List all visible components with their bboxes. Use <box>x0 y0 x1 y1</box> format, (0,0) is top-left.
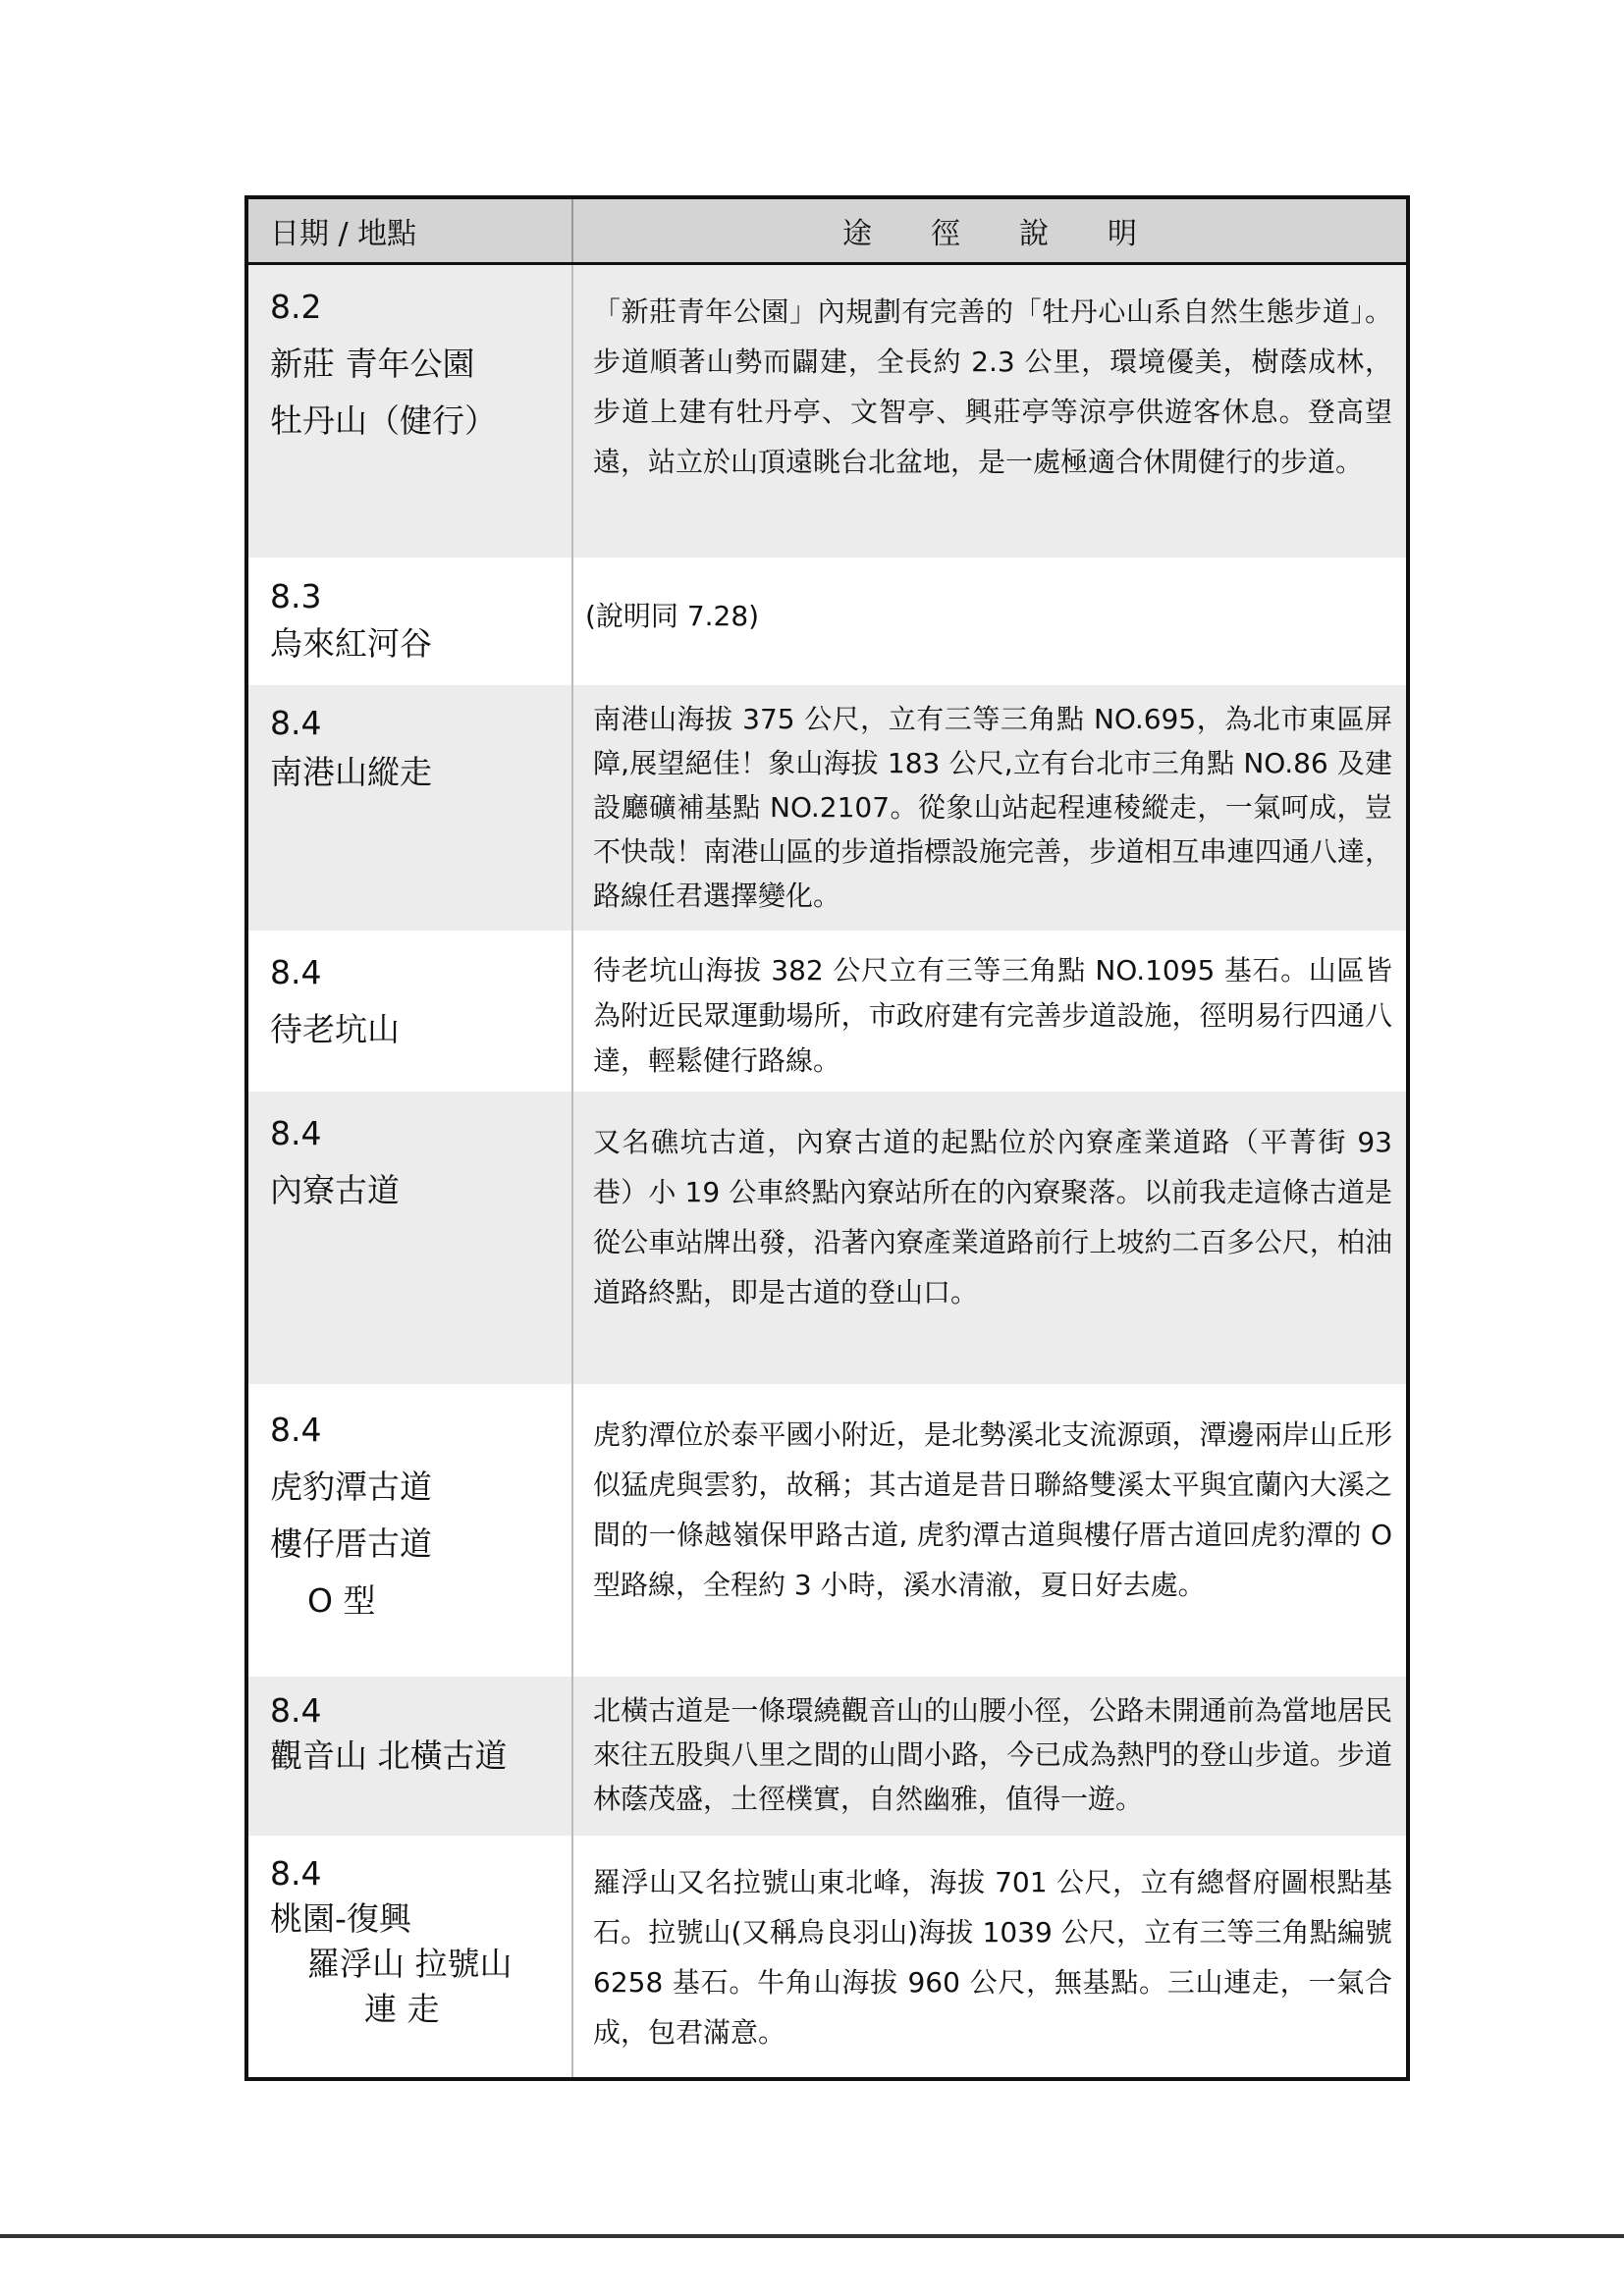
row-place: 南港山縱走 <box>270 753 432 791</box>
row-place: 虎豹潭古道 <box>270 1468 432 1506</box>
row-place: 待老坑山 <box>270 1010 400 1048</box>
row-date: 8.2 <box>270 288 322 326</box>
row-date-place <box>248 1384 573 1677</box>
row-date-place <box>248 265 573 558</box>
row-description: 南港山海拔 375 公尺，立有三等三角點 NO.695，為北市東區屏障,展望絕佳！象山海拔 183 公尺,立有台北市三角點 NO.86 及建設廳礦補基點 NO.2107。從象山站起程連稜縱走，一氣呵成，豈不快哉！南港山區的步道指標設施完善，步道相互串連四通八達，路線任君選擇變化。 <box>593 703 1392 912</box>
header-date-place: 日期 / 地點 <box>248 199 573 262</box>
row-description: 又名礁坑古道，內寮古道的起點位於內寮產業道路（平菁街 93 巷）小 19 公車終點內寮站所在的內寮聚落。以前我走這條古道是從公車站牌出發，沿著內寮產業道路前行上坡約二百多公尺，柏油道路終點，即是古道的登山口。 <box>593 1126 1392 1308</box>
row-description: 虎豹潭位於泰平國小附近，是北勢溪北支流源頭，潭邊兩岸山丘形似猛虎與雲豹，故稱；其古道是昔日聯絡雙溪太平與宜蘭內大溪之間的一條越嶺保甲路古道, 虎豹潭古道與樓仔厝古道回虎豹潭的 O 型路線，全程約 3 小時，溪水清澈，夏日好去處。 <box>593 1418 1392 1601</box>
row-description: 北橫古道是一條環繞觀音山的山腰小徑，公路未開通前為當地居民來往五股與八里之間的山間小路，今已成為熱門的登山步道。步道林蔭茂盛，土徑樸實，自然幽雅，值得一遊。 <box>593 1694 1392 1815</box>
row-date: 8.4 <box>270 1411 322 1449</box>
row-date: 8.4 <box>270 953 322 991</box>
row-date: 8.4 <box>270 1691 322 1730</box>
row-date-place <box>248 931 573 1092</box>
row-description: 「新莊青年公園」內規劃有完善的「牡丹心山系自然生態步道」。步道順著山勢而闢建，全長約 2.3 公里，環境優美，樹蔭成林，步道上建有牡丹亭、文智亭、興莊亭等涼亭供遊客休息。登高望遠，站立於山頂遠眺台北盆地，是一處極適合休閒健行的步道。 <box>593 295 1392 478</box>
table-row <box>248 1836 1406 2077</box>
row-date: 8.3 <box>270 577 322 615</box>
footer-rule <box>0 2234 1624 2238</box>
row-description: (說明同 7.28) <box>585 600 760 632</box>
row-date: 8.4 <box>270 704 322 742</box>
row-date: 8.4 <box>270 1854 322 1893</box>
row-date-place <box>248 1677 573 1836</box>
row-date-place <box>248 685 573 931</box>
table-row <box>248 685 1406 931</box>
row-place: 內寮古道 <box>270 1171 400 1209</box>
row-description: 羅浮山又名拉號山東北峰，海拔 701 公尺，立有總督府圖根點基石。拉號山(又稱烏良羽山)海拔 1039 公尺，立有三等三角點編號 6258 基石。牛角山海拔 960 公尺，無基點。三山連走，一氣合成，包君滿意。 <box>593 1866 1392 2049</box>
itinerary-table <box>244 195 1410 2081</box>
row-place: 新莊 青年公園 <box>270 345 475 383</box>
row-date-place <box>248 1092 573 1384</box>
row-place: 樓仔厝古道 <box>270 1524 432 1563</box>
table-row <box>248 558 1406 685</box>
row-date-place <box>248 558 573 685</box>
table-row <box>248 1092 1406 1384</box>
row-date: 8.4 <box>270 1114 322 1152</box>
row-place: 連 走 <box>364 1990 440 2028</box>
header-route: 途徑說明 <box>842 217 1196 251</box>
row-place: 烏來紅河谷 <box>270 624 432 663</box>
row-place: 桃園-復興 <box>270 1899 411 1938</box>
table-row <box>248 265 1406 558</box>
table-header <box>248 199 1406 265</box>
row-place: 羅浮山 拉號山 <box>307 1945 513 1983</box>
row-date-place <box>248 1836 573 2077</box>
table-row <box>248 931 1406 1092</box>
row-place: 牡丹山（健行） <box>270 401 497 440</box>
table-row <box>248 1384 1406 1677</box>
table-row <box>248 1677 1406 1836</box>
row-place: O 型 <box>307 1581 376 1620</box>
row-description: 待老坑山海拔 382 公尺立有三等三角點 NO.1095 基石。山區皆為附近民眾運動場所，市政府建有完善步道設施，徑明易行四通八達，輕鬆健行路線。 <box>593 954 1392 1077</box>
row-place: 觀音山 北橫古道 <box>270 1736 508 1775</box>
